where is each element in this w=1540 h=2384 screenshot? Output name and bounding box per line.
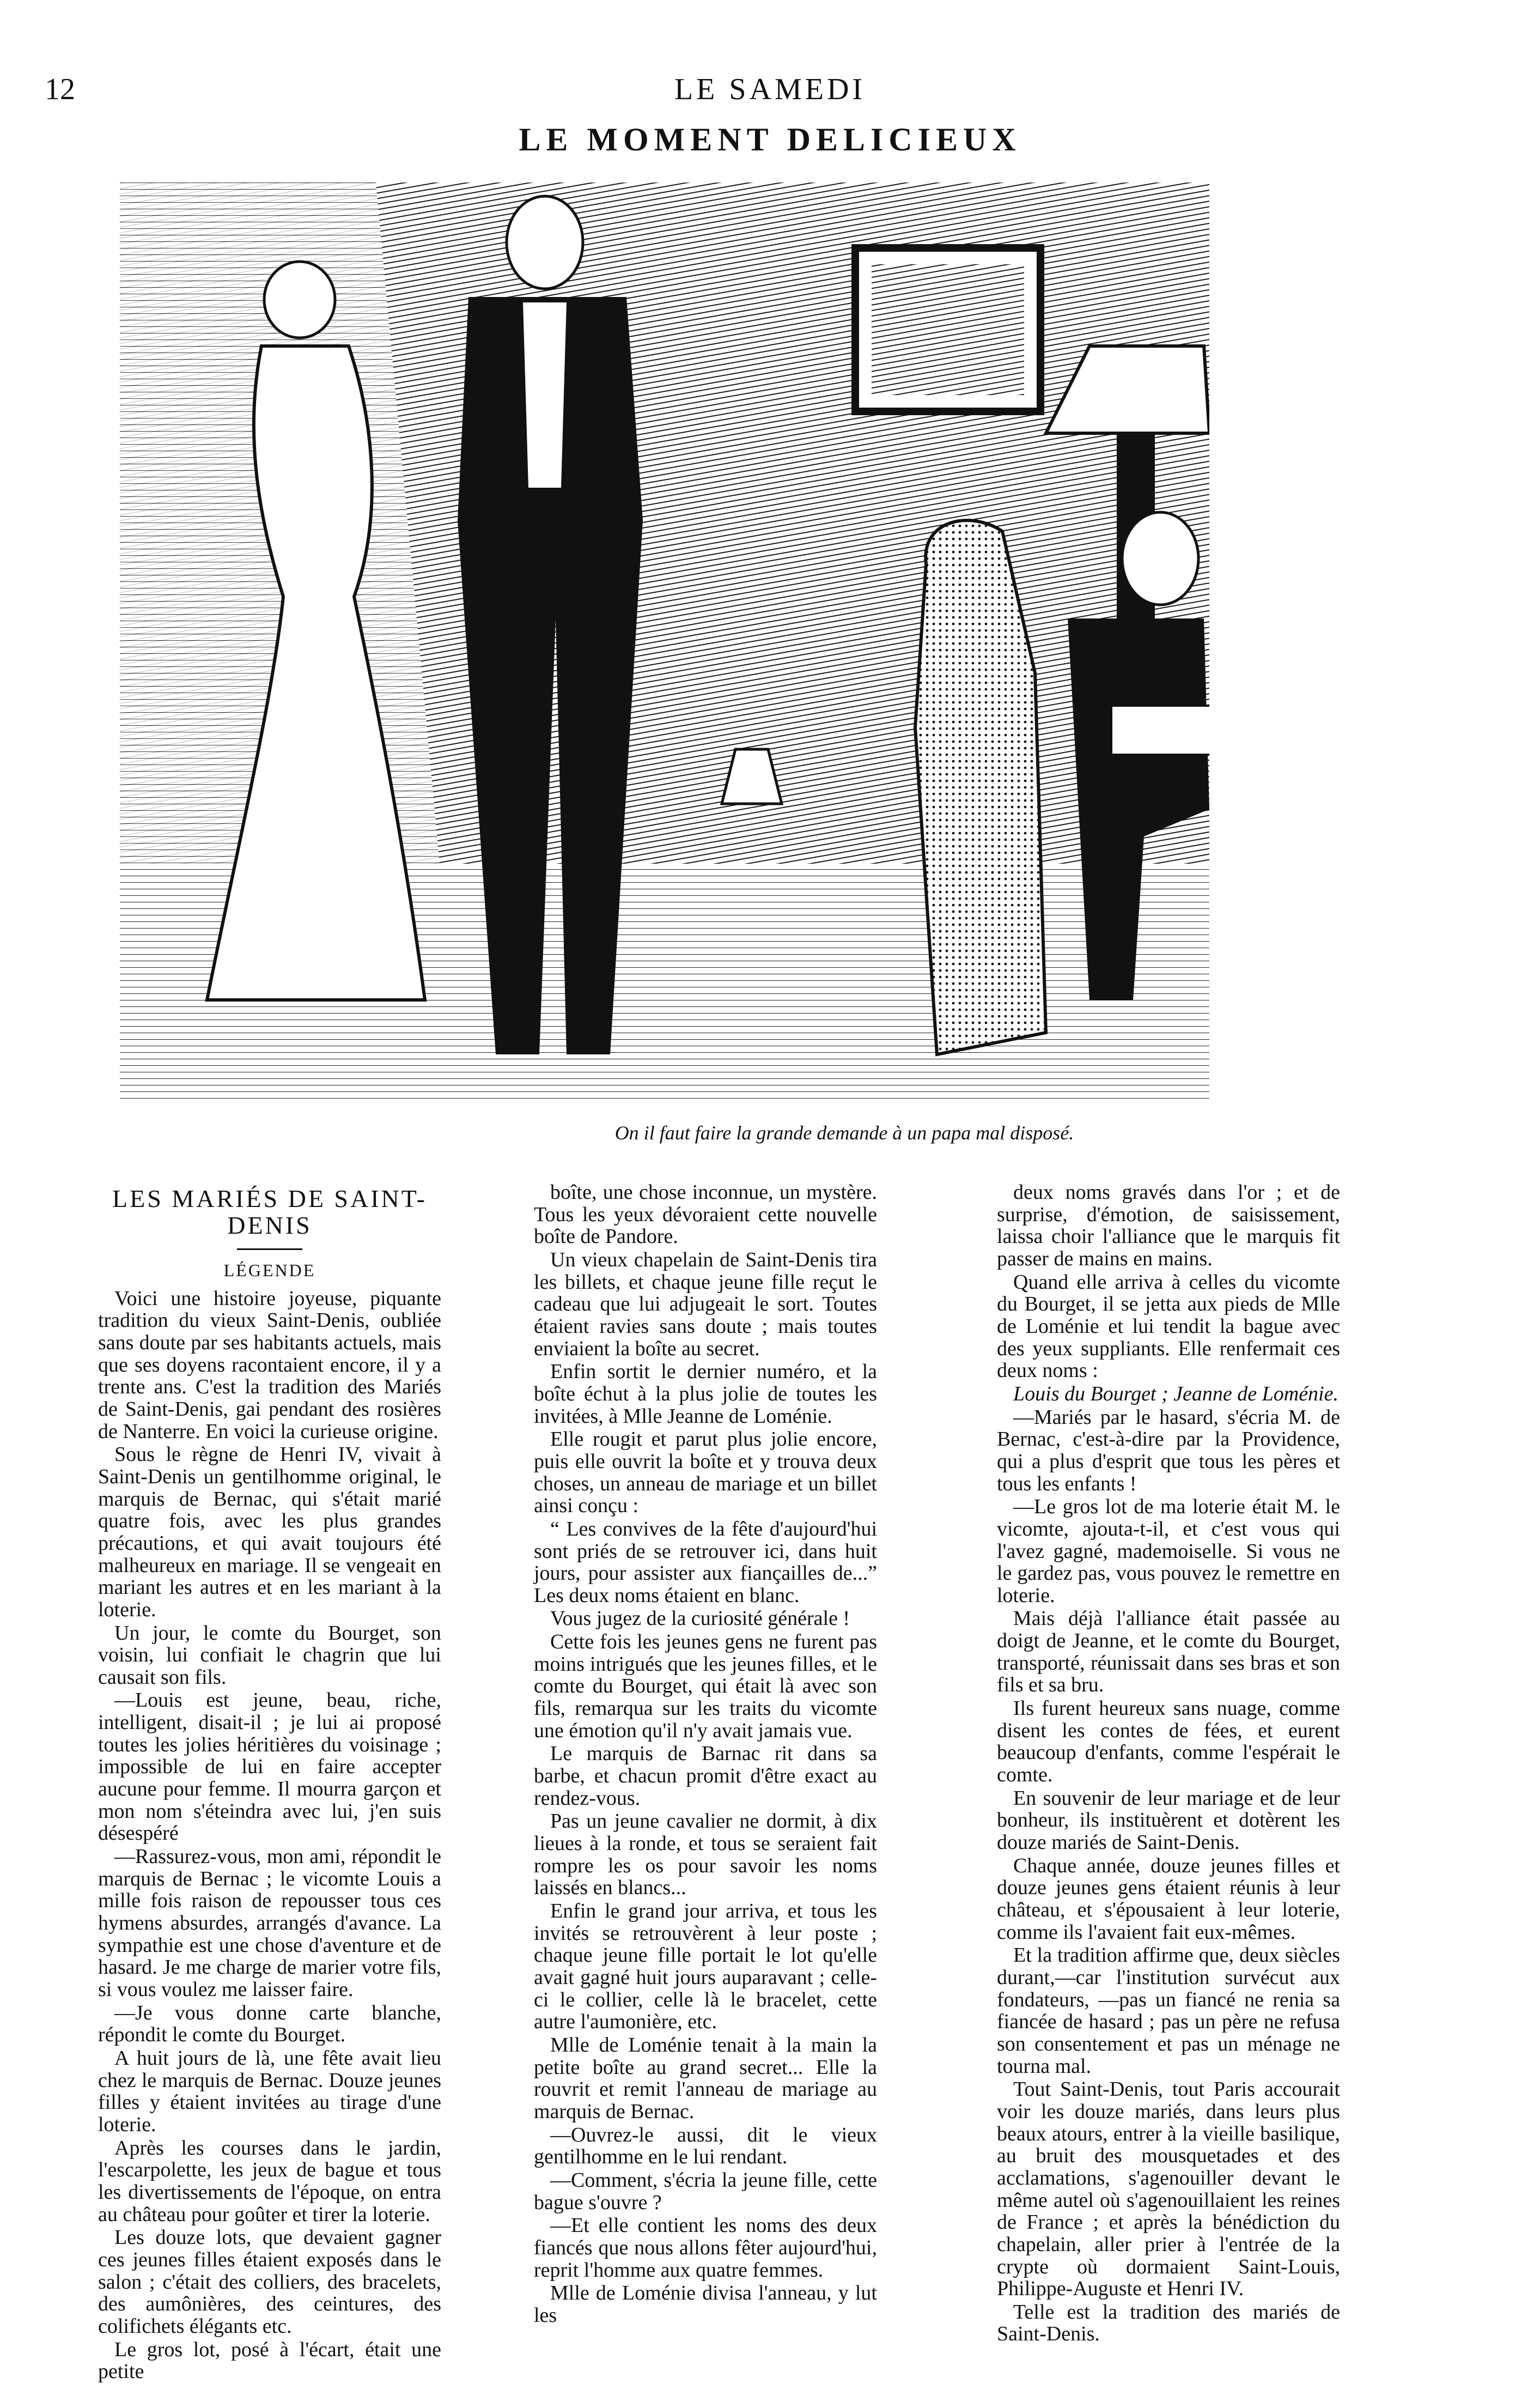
engraving-illustration [120,183,1209,1103]
paragraph: —Ouvrez-le aussi, dit le vieux gentilhomme en le lui rendant. [534,2123,877,2169]
paragraph: Pas un jeune cavalier ne dormit, à dix lieues à la ronde, et tous se seraient fait rompre les os pour savoir les noms laissés en blancs... [534,1810,877,1900]
paragraph: Après les courses dans le jardin, l'escarpolette, les jeux de bague et tous les divertissements de l'époque, on entra au château pour goûter et tirer la loterie. [98,2136,441,2226]
paragraph: deux noms gravés dans l'or ; et de surprise, d'émotion, de saisissement, laissa choir l'alliance que le marquis fit passer de mains en mains. [997,1181,1340,1270]
paragraph: —Le gros lot de ma loterie était M. le vicomte, ajouta-t-il, et c'est vous qui l'avez gagné, mademoiselle. Si vous ne le gardez pas, vous pouvez le remettre en loterie. [997,1495,1340,1607]
paragraph: Quand elle arriva à celles du vicomte du Bourget, il se jetta aux pieds de Mlle de Loménie et lui tendit la bague avec des yeux suppliants. Elle renfermait ces deux noms : [997,1270,1340,1382]
paragraph: Ils furent heureux sans nuage, comme disent les contes de fées, et eurent beaucoup d'enfants, comme l'espérait le comte. [997,1697,1340,1787]
paragraph: Voici une histoire joyeuse, piquante tradition du vieux Saint-Denis, oubliée sans doute par ses habitants actuels, mais que ses doyens racontaient encore, il y a trente ans. C'est la tradition des Mariés de Saint-Denis, gai pendant des rosières de Nanterre. En voici la curieuse origine. [98,1287,441,1443]
title-rule [237,1248,302,1250]
paragraph: Sous le règne de Henri IV, vivait à Saint-Denis un gentilhomme original, le marquis de Bernac, qui s'était marié quatre fois, avec les plus grandes précautions, et qui avait toujours été malheureux en mariage. Il se vengeait en mariant les autres et en les mariant à la loterie. [98,1443,441,1621]
paragraph: A huit jours de là, une fête avait lieu chez le marquis de Bernac. Douze jeunes filles y étaient invitées au tirage d'une loterie. [98,2046,441,2136]
article-title: LES MARIÉS DE SAINT-DENIS [112,1185,427,1240]
paragraph: “ Les convives de la fête d'aujourd'hui sont priés de se retrouver ici, dans huit jours, pour assister aux fiançailles de...” Les deux noms étaient en blanc. [534,1517,877,1607]
paragraph: Enfin le grand jour arriva, et tous les invités se retrouvèrent à leur poste ; chaque jeune fille portait le lot qu'elle avait gagné huit jours auparavant ; celle-ci le collier, celle là le bracelet, cette autre l'aumonière, etc. [534,1900,877,2034]
paragraph: Un vieux chapelain de Saint-Denis tira les billets, et chaque jeune fille reçut le cadeau que lui adjugeait le sort. Toutes étaient ravies sans doute ; mais toutes enviaient la boîte au secret. [534,1248,877,1360]
article-column-1 [98,1185,441,2384]
paragraph: Mlle de Loménie tenait à la main la petite boîte au grand secret... Elle la rouvrit et remit l'anneau de mariage au marquis de Bernac. [534,2033,877,2123]
paragraph: Chaque année, douze jeunes filles et douze jeunes gens étaient réunis à leur château, et s'épousaient à leur loterie, comme ils l'avaient fait eux-mêmes. [997,1854,1340,1944]
paragraph: Et la tradition affirme que, deux siècles durant,—car l'institution survécut aux fondateurs, —pas un fiancé ne renia sa fiancée de hasard ; pas un père ne refusa son consentement et pas un ménage ne tourna mal. [997,1944,1340,2078]
engraved-names: Louis du Bourget ; Jeanne de Loménie. [1013,1382,1338,1405]
paragraph: Elle rougit et parut plus jolie encore, puis elle ouvrit la boîte et y trouva deux choses, un anneau de mariage et un billet ainsi conçu : [534,1428,877,1518]
paragraph: —Et elle contient les noms des deux fiancés que nous allons fêter aujourd'hui, reprit l'homme aux quatre femmes. [534,2214,877,2282]
paragraph: —Comment, s'écria la jeune fille, cette bague s'ouvre ? [534,2168,877,2214]
article-column-2 [534,1181,877,2327]
paragraph: Vous jugez de la curiosité générale ! [550,1607,850,1630]
paragraph: Cette fois les jeunes gens ne furent pas moins intrigués que les jeunes filles, et le comte du Bourget, qui était là avec son fils, remarqua sur les traits du vicomte une émotion qu'il n'y avait jamais vue. [534,1630,877,1742]
article-subtitle: LÉGENDE [223,1260,316,1281]
paragraph: Un jour, le comte du Bourget, son voisin, lui confiait le chagrin que lui causait son fils. [98,1621,441,1689]
paragraph: Tout Saint-Denis, tout Paris accourait voir les douze mariés, dans leurs plus beaux atours, entrer à la vieille basilique, au bruit des mousquetades et des acclamations, s'agenouiller devant le même autel où s'agenouillaient les reines de France ; et après la bénédiction du chapelain, aller prier à l'entrée de la crypte où dormaient Saint-Louis, Philippe-Auguste et Henri IV. [997,2078,1340,2301]
paragraph: Enfin sortit le dernier numéro, et la boîte échut à la plus jolie de toutes les invitées, à Mlle Jeanne de Loménie. [534,1360,877,1428]
paragraph: En souvenir de leur mariage et de leur bonheur, ils instituèrent et dotèrent les douze mariés de Saint-Denis. [997,1786,1340,1854]
paragraph: —Mariés par le hasard, s'écria M. de Bernac, c'est-à-dire par la Providence, qui a plus d'esprit que tous les pères et tous les enfants ! [997,1405,1340,1495]
paragraph: boîte, une chose inconnue, un mystère. Tous les yeux dévoraient cette nouvelle boîte de Pandore. [534,1181,877,1248]
page-number: 12 [45,72,75,106]
paragraph: —Louis est jeune, beau, riche, intelligent, disait-il ; je lui ai proposé toutes les jolies héritières du voisinage ; impossible de lui en faire accepter aucune pour femme. Il mourra garçon et mon nom s'éteindra avec lui, j'en suis désespéré [98,1689,441,1845]
paragraph: Mlle de Loménie divisa l'anneau, y lut les [534,2282,877,2327]
paragraph: Les douze lots, que devaient gagner ces jeunes filles étaient exposés dans le salon ; c'était des colliers, des bracelets, des aumônières, des ceintures, des colifichets élégants etc. [98,2226,441,2338]
illustration-caption: On il faut faire la grande demande à un papa mal disposé. [614,1122,1074,1144]
paragraph: Le marquis de Barnac rit dans sa barbe, et chacun promit d'être exact au rendez-vous. [534,1742,877,1810]
paragraph: Telle est la tradition des mariés de Saint-Denis. [997,2300,1340,2346]
paragraph: Le gros lot, posé à l'écart, était une petite [98,2338,441,2383]
article-column-3 [997,1181,1340,2346]
paragraph: —Je vous donne carte blanche, répondit le comte du Bourget. [98,2001,441,2047]
paragraph: —Rassurez-vous, mon ami, répondit le marquis de Bernac ; le vicomte Louis a mille fois raison de repousser tous ces hymens absurdes, arrangés d'avance. La sympathie est une chose d'aventure et de hasard. Je me charge de marier votre fils, si vous voulez me laisser faire. [98,1845,441,2001]
plate-title: LE MOMENT DELICIEUX [519,122,1021,157]
publication-title: LE SAMEDI [674,72,866,106]
paragraph: Mais déjà l'alliance était passée au doigt de Jeanne, et le comte du Bourget, transporté, réunissait dans ses bras et son fils et sa bru. [997,1607,1340,1697]
